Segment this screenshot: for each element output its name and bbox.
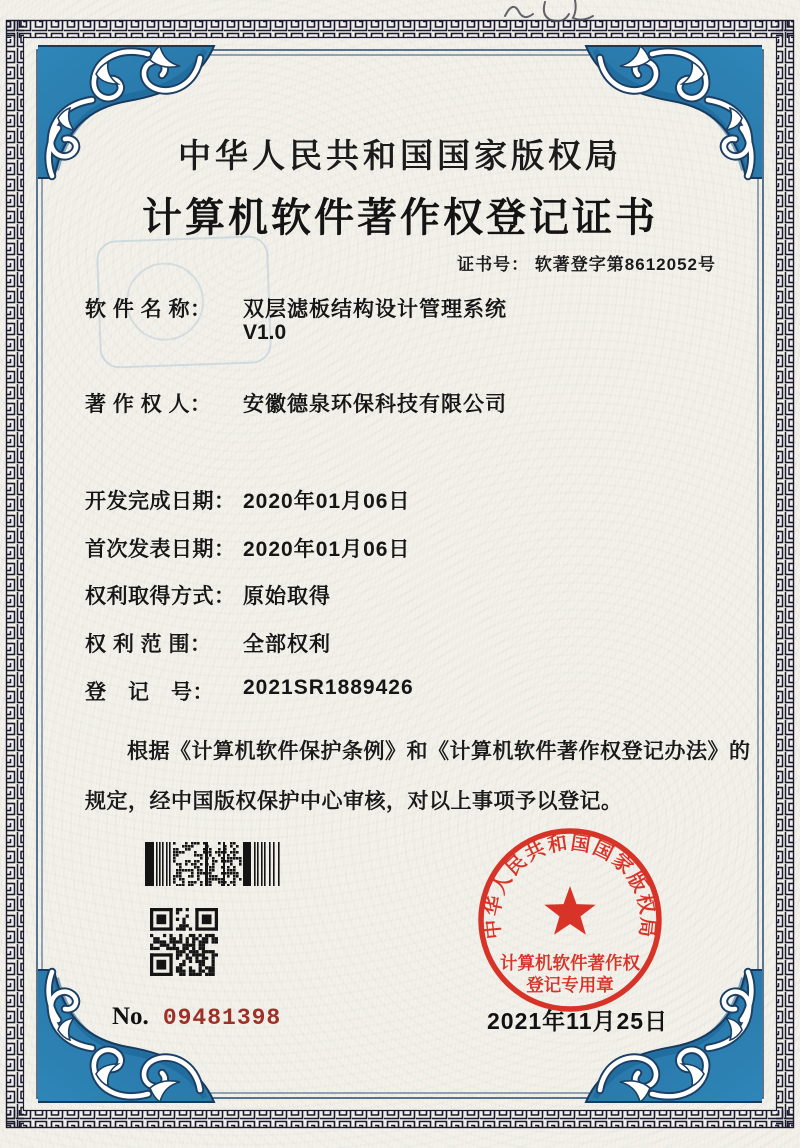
- serial-number: 09481398: [162, 1005, 282, 1031]
- field-completion-date: [85, 485, 410, 515]
- field-value: 2020年01月06日: [243, 490, 411, 513]
- field-label: 首次发表日期：: [85, 538, 236, 561]
- field-rights-acquisition: [85, 580, 331, 610]
- field-label: 开发完成日期：: [85, 490, 236, 513]
- field-label: 权 利 范 围：: [85, 633, 212, 656]
- field-value: 安徽德泉环保科技有限公司: [243, 393, 507, 416]
- field-label: 著 作 权 人：: [85, 393, 212, 416]
- qr-code: [150, 908, 218, 976]
- field-copyright-owner: [85, 388, 507, 418]
- certificate-number-line: [457, 250, 716, 275]
- authority-name: 中华人民共和国国家版权局: [178, 137, 622, 174]
- certificate-number-value: 软著登字第8612052号: [534, 255, 716, 274]
- seal-star: [544, 886, 595, 935]
- field-rights-scope: [85, 628, 331, 658]
- software-version: V1.0: [243, 321, 287, 344]
- certificate-number-label: 证书号：: [457, 255, 530, 274]
- seal-arc-text: 中华人民共和国国家版权局: [481, 831, 659, 941]
- seal-text-line2: 登记专用章: [526, 975, 614, 995]
- serial-number-line: [112, 1003, 281, 1031]
- certificate-title: 计算机软件著作权登记证书: [142, 196, 658, 240]
- field-value: 2021SR1889426: [243, 676, 414, 699]
- barcode: [145, 842, 305, 886]
- field-label: 权利取得方式：: [85, 585, 236, 608]
- field-label: 登 记 号：: [85, 681, 214, 704]
- official-seal: [468, 818, 674, 1024]
- field-software-name: [85, 293, 507, 323]
- field-first-publication-date: [85, 533, 410, 563]
- field-registration-number: [85, 676, 414, 706]
- seal-text-line1: 计算机软件著作权: [500, 953, 640, 973]
- field-value: 2020年01月06日: [243, 538, 411, 561]
- statement-line-2: 规定，经中国版权保护中心审核，对以上事项予以登记。: [85, 790, 623, 813]
- field-value: 双层滤板结构设计管理系统: [243, 298, 507, 321]
- issue-date: 2021年11月25日: [487, 1008, 669, 1034]
- field-value: 全部权利: [243, 633, 331, 656]
- serial-label: No.: [112, 1003, 149, 1030]
- statement-line-1: 根据《计算机软件保护条例》和《计算机软件著作权登记办法》的: [127, 740, 751, 763]
- field-label: 软 件 名 称：: [85, 298, 212, 321]
- field-value: 原始取得: [243, 585, 331, 608]
